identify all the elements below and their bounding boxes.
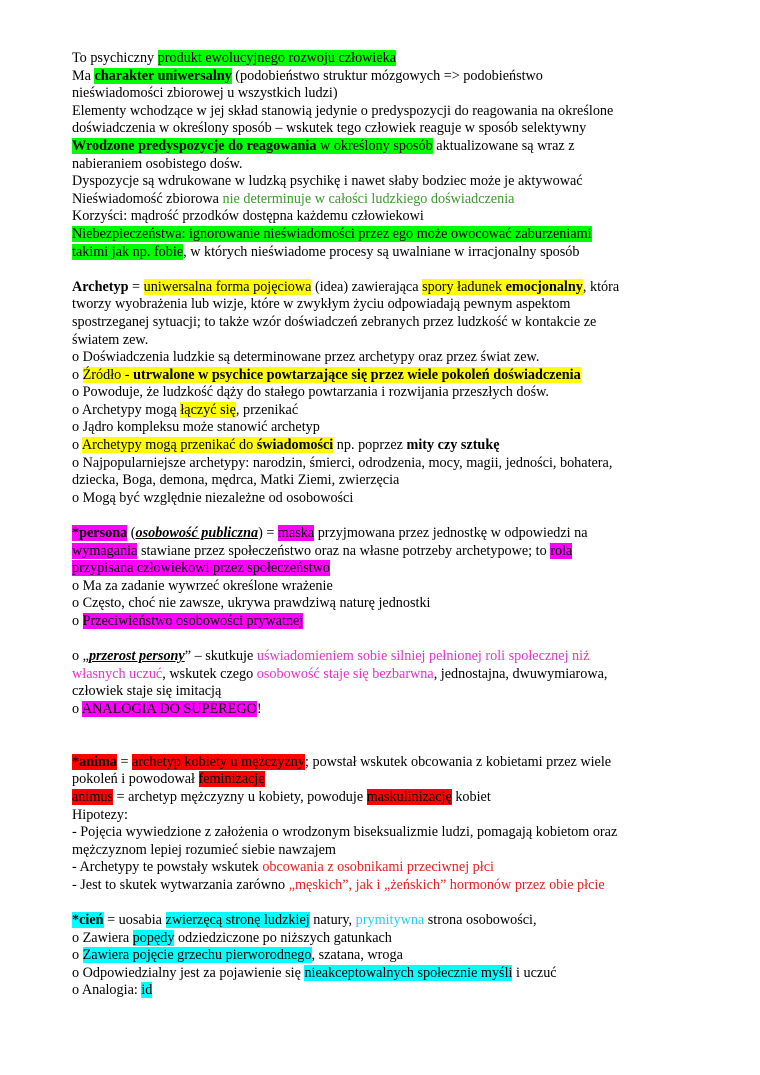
text-line <box>72 877 698 895</box>
text: , jednostajna, dwuwymiarowa, <box>433 665 608 682</box>
highlight: przypisana człowiekowi przez społeczeństwo <box>72 560 331 577</box>
text: mity czy sztukę <box>406 437 500 454</box>
highlight: Wrodzone predyspozycje do reagowania <box>72 137 317 154</box>
text-line <box>72 648 698 666</box>
text: = uosabia <box>103 912 166 929</box>
text-line <box>72 807 698 825</box>
text-line <box>72 103 698 121</box>
highlight: maskulinizację <box>366 788 452 805</box>
highlight: Przeciwieństwo osobowości prywatnej <box>82 613 304 629</box>
highlight: takimi jak np. fobie <box>72 243 184 260</box>
text: aktualizowane są wraz z <box>432 137 575 154</box>
spacer <box>72 895 698 913</box>
text-line <box>72 930 698 948</box>
text: o <box>72 366 83 383</box>
spacer <box>72 507 698 525</box>
text: pokoleń i powodował <box>72 771 199 788</box>
text: o Analogia: <box>72 982 142 999</box>
term: przerost persony <box>88 648 185 665</box>
colored-text: osobowość staje się bezbarwna <box>256 665 434 682</box>
text: (idea) zawierająca <box>311 278 423 295</box>
text-line: o Najpopularniejsze archetypy: narodzin, śmierci, odrodzenia, mocy, magii, jedności, bohatera, <box>72 454 613 471</box>
text-line: o Ma za zadanie wywrzeć określone wrażenie <box>72 577 333 594</box>
text: = <box>128 278 144 295</box>
highlight: łączyć się <box>180 401 236 418</box>
text: Korzyści: mądrość przodków dostępna każdemu człowiekowi <box>72 208 424 225</box>
text: Ma <box>72 67 95 84</box>
highlight: animus <box>72 788 113 805</box>
text-line <box>72 402 698 420</box>
highlight: produkt ewolucyjnego rozwoju człowieka <box>157 50 397 66</box>
text-line: o Często, choć nie zawsze, ukrywa prawdziwą naturę jednostki <box>72 595 431 612</box>
text-line: o Powoduje, że ludzkość dąży do stałego powtarzania i rozwijania przeszłych dośw. <box>72 384 549 401</box>
text-line <box>72 173 698 191</box>
text: o <box>72 437 82 454</box>
text-line: człowiek staje się imitacją <box>72 683 222 700</box>
spacer <box>72 631 698 649</box>
highlight: Niebezpieczeństwa: ignorowanie nieświadomości przez ego może owocować zaburzeniami <box>72 225 592 242</box>
text: stawiane przez społeczeństwo oraz na własne potrzeby archetypowe; to <box>137 542 551 559</box>
text-line <box>72 244 698 262</box>
text-line <box>72 947 698 965</box>
text-line <box>72 789 698 807</box>
text: np. poprzez <box>333 437 407 454</box>
text: Nieświadomość zbiorowa <box>72 190 223 207</box>
colored-text: obcowania z osobnikami przeciwnej płci <box>262 859 494 876</box>
text: , która <box>582 278 620 295</box>
highlight: popędy <box>132 929 175 946</box>
highlight: *persona <box>72 525 128 542</box>
highlight: spory ładunek <box>422 278 506 295</box>
highlight: w określony sposób <box>316 137 433 154</box>
highlight: świadomości <box>256 437 334 454</box>
text: strona osobowości, <box>424 912 537 929</box>
highlight: id <box>141 982 153 999</box>
colored-text: „męskich”, jak i „żeńskich” hormonów przez obie płcie <box>288 876 605 893</box>
highlight: zwierzęcą stronę ludzkiej <box>165 912 310 929</box>
text: o Archetypy mogą <box>72 401 181 418</box>
text-line <box>72 912 698 930</box>
text: - Jest to skutek wytwarzania zarówno <box>72 876 289 893</box>
text-line <box>72 191 698 209</box>
highlight: Archetypy mogą przenikać do <box>81 437 257 454</box>
text: , szatana, wroga <box>311 947 403 964</box>
highlight: Źródło - <box>82 366 134 383</box>
highlight: Zawiera pojęcie grzechu pierworodnego <box>82 947 312 964</box>
highlight: emocjonalny <box>505 278 583 295</box>
text-line <box>72 68 698 86</box>
text-line <box>72 279 698 297</box>
document-page <box>72 50 698 1000</box>
text: i uczuć <box>512 964 557 981</box>
text: (podobieństwo struktur mózgowych => podobieństwo <box>231 67 543 84</box>
text: o <box>72 947 83 964</box>
term: osobowość publiczna <box>135 525 259 542</box>
text: = archetyp mężczyzny u kobiety, powoduje <box>112 788 367 805</box>
text-line <box>72 226 698 244</box>
text: , w których nieświadome procesy są uwalniane w irracjonalny sposób <box>183 243 580 260</box>
text: ! <box>256 700 262 717</box>
highlight: nieakceptowalnych społecznie myśli <box>304 964 513 981</box>
text-line <box>72 613 698 631</box>
highlight: *anima <box>72 753 117 770</box>
text-line: mężczyznom lepiej rozumieć siebie nawzajem <box>72 841 336 858</box>
text: przyjmowana przez jednostkę w odpowiedzi na <box>314 525 588 542</box>
highlight: *cień <box>72 912 104 929</box>
highlight: archetyp kobiety u mężczyzny <box>132 753 305 770</box>
text-line <box>72 437 698 455</box>
colored-text: nie determinuje w całości ludzkiego doświadczenia <box>222 190 515 207</box>
text: o Odpowiedzialny jest za pojawienie się <box>72 964 305 981</box>
highlight: feminizację <box>198 771 265 788</box>
text: ; powstał wskutek obcowania z kobietami przez wiele <box>304 753 612 770</box>
text: Hipotezy: <box>72 806 128 823</box>
highlight: utrwalone w psychice powtarzające się przez wiele pokoleń doświadczenia <box>133 366 581 383</box>
text-line <box>72 50 698 68</box>
text: o „ <box>72 648 89 665</box>
highlight: wymagania <box>72 542 138 559</box>
text-line <box>72 771 698 789</box>
text-line: o Doświadczenia ludzkie są determinowane przez archetypy oraz przez świat zew. <box>72 349 540 366</box>
text: natury, <box>309 912 356 929</box>
text-line: tworzy wyobrażenia lub wizje, które w zwykłym życiu odpowiadają pewnym aspektom <box>72 296 571 313</box>
text-line <box>72 701 698 719</box>
text-line: dziecka, Boga, demona, mędrca, Matki Ziemi, zwierzęcia <box>72 472 400 489</box>
highlight: rola <box>550 542 573 559</box>
text-line <box>72 138 698 156</box>
text-line: o Mogą być względnie niezależne od osobowości <box>72 489 354 506</box>
text: , wskutek czego <box>162 665 257 682</box>
colored-text: prymitywna <box>355 912 425 929</box>
term: Archetyp <box>72 278 129 295</box>
text-line <box>72 754 698 772</box>
text-line <box>72 208 698 226</box>
text-line <box>72 666 698 684</box>
text-line <box>72 525 698 543</box>
text-line: doświadczenia w określony sposób – wskutek tego człowiek reaguje w sposób selektywny <box>72 120 587 137</box>
text: To psychiczny <box>72 50 158 66</box>
text-line <box>72 982 698 1000</box>
highlight: charakter uniwersalny <box>94 67 232 84</box>
text: , przenikać <box>235 401 299 418</box>
text: Dyspozycje są wdrukowane w ludzką psychikę i nawet słaby bodziec może je aktywować <box>72 173 583 190</box>
text: kobiet <box>451 788 491 805</box>
spacer <box>72 719 698 754</box>
text-line: - Pojęcia wywiedzione z założenia o wrodzonym biseksualizmie ludzi, pomagają kobietom oraz <box>72 824 618 841</box>
text-line: nabieraniem osobistego dośw. <box>72 155 243 172</box>
text-line: światem zew. <box>72 331 149 348</box>
text: o <box>72 700 82 717</box>
text: o <box>72 613 83 629</box>
text: = <box>116 753 133 770</box>
text: - Archetypy te powstały wskutek <box>72 859 263 876</box>
text-line <box>72 560 698 578</box>
text-line <box>72 965 698 983</box>
text-line: nieświadomości zbiorowej u wszystkich ludzi) <box>72 85 338 102</box>
colored-text: uświadomieniem sobie silniej pełnionej roli społecznej niż <box>256 648 590 665</box>
spacer <box>72 261 698 279</box>
text: ) = <box>258 525 278 542</box>
text-line <box>72 543 698 561</box>
text-line: o Jądro kompleksu może stanowić archetyp <box>72 419 320 436</box>
text: Elementy wchodzące w jej skład stanowią jedynie o predyspozycji do reagowania na określone <box>72 102 614 119</box>
text: o Zawiera <box>72 929 133 946</box>
colored-text: własnych uczuć <box>72 665 163 682</box>
highlight: uniwersalna forma pojęciowa <box>143 278 312 295</box>
text-line <box>72 859 698 877</box>
text-line: spostrzeganej sytuacji; to także wzór doświadczeń zebranych przez ludzkość w kontakcie ze <box>72 313 597 330</box>
highlight: maska <box>277 525 315 542</box>
text-line <box>72 367 698 385</box>
text: ” – skutkuje <box>184 648 257 665</box>
text: ( <box>127 525 136 542</box>
highlight: ANALOGIA DO SUPEREGO <box>81 700 257 717</box>
text: odziedziczone po niższych gatunkach <box>174 929 392 946</box>
